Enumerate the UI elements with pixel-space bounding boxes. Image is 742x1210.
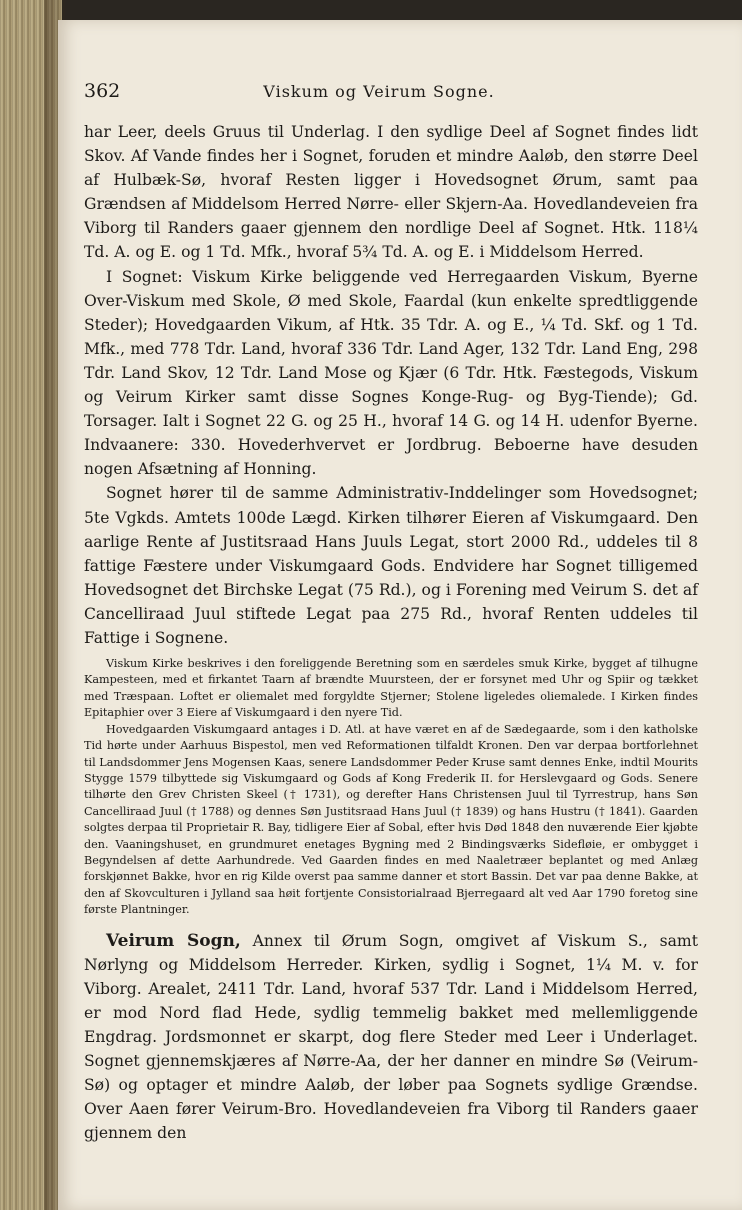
- note-manor: Hovedgaarden Viskumgaard antages i D. Atl. at have været en af de Sædegaarde, som i den katholske Tid hørte under Aarhuus Bispestol, men ved Reformationen tilfaldt Kronen. Den var derpaa bortforlehnet til Landsdommer Jens Mogensen Kaas, senere Landsdommer Peder Kruse samt dennes Enke, indtil Mourits Stygge 1579 tilbyttede sig Viskumgaard og Gods af Kong Frederik II. for Herslevgaard og Gods. Senere tilhørte den Grev Christen Skeel († 1731), og derefter Hans Christensen Juul til Tyrrestrup, hans Søn Cancelliraad Juul († 1788) og dennes Søn Justitsraad Hans Juul († 1839) og hans Hustru († 1841). Gaarden solgtes derpaa til Proprietair R. Bay, tidligere Eier af Sobal, efter hvis Død 1848 den nuværende Eier kjøbte den. Vaaningshuset, en grundmuret enetages Bygning med 2 Bindingsværks Sidefløie, er ombygget i Begyndelsen af dette Aarhundrede. Ved Gaarden findes en med Naaletræer beplantet og med Anlæg forskjønnet Bakke, hvor en rig Kilde overst paa samme danner et stort Bassin. Det var paa denne Bakke, at den af Skovculturen i Jylland saa høit fortjente Consistorialraad Bjerregaard alt ved Aar 1790 foretog sine første Plantninger.: [84, 722, 698, 917]
- paragraph-3: Sognet hører til de samme Administrativ-Inddelinger som Hovedsognet; 5te Vgkds. Amtets 100de Lægd. Kirken tilhører Eieren af Viskumgaard. Den aarlige Rente af Justitsraad Hans Juuls Legat, stort 2000 Rd., uddeles til 8 fattige Fæstere under Viskumgaard Gods. Endvidere har Sognet tilligemed Hovedsognet det Birchske Legat (75 Rd.), og i Forening med Veirum S. det af Cancelliraad Juul stiftede Legat paa 275 Rd., hvoraf Renten uddeles til Fattige i Sognene.: [84, 484, 698, 647]
- section-veirum: [84, 929, 698, 1146]
- running-title: Viskum og Veirum Sogne.: [263, 82, 495, 101]
- running-head: [84, 72, 674, 106]
- note-church: Viskum Kirke beskrives i den foreliggende Beretning som en særdeles smuk Kirke, bygget af tilhugne Kampesteen, med et firkantet Taarn af brændte Muursteen, der er forsynet med Uhr og Spiir og tækket med Træspaan. Loftet er oliemalet med forgyldte Stjerner; Stolene ligeledes oliemalede. I Kirken findes Epitaphier over 3 Eiere af Viskumgaard i den nyere Tid.: [84, 657, 698, 720]
- section-heading: Veirum Sogn,: [106, 930, 241, 951]
- page-number: 362: [84, 80, 121, 102]
- body-text: [84, 120, 698, 1145]
- paragraph-2: I Sognet: Viskum Kirke beliggende ved Herregaarden Viskum, Byerne Over-Viskum med Skole, Ø med Skole, Faardal (kun enkelte spredtliggende Steder); Hovedgaarden Vikum, af Htk. 35 Tdr. A. og E., ¼ Td. Skf. og 1 Td. Mfk., med 778 Tdr. Land, hvoraf 336 Tdr. Land Ager, 132 Tdr. Land Eng, 298 Tdr. Land Skov, 12 Tdr. Land Mose og Kjær (6 Tdr. Htk. Fæstegods, Viskum og Veirum Kirker samt disse Sognes Konge-Rug- og Byg-Tiende); Gd. Torsager. Ialt i Sognet 22 G. og 25 H., hvoraf 14 G. og 14 H. udenfor Byerne. Indvaanere: 330. Hovederhvervet er Jordbrug. Beboerne have desuden nogen Afsætning af Honning.: [84, 267, 698, 479]
- notes-block: [84, 656, 698, 919]
- section-text: Annex til Ørum Sogn, omgivet af Viskum S., samt Nørlyng og Middelsom Herreder. Kirken, sydlig i Sognet, 1¼ M. v. for Viborg. Arealet, 2411 Tdr. Land, hvoraf 537 Tdr. Land i Middelsom Herred, er mod Nord flad Hede, sydlig temmelig bakket med mellemliggende Engdrag. Jordsmonnet er skarpt, dog flere Steder med Leer i Underlaget. Sognet gjennemskjæres af Nørre-Aa, der her danner en mindre Sø (Veirum-Sø) og optager et mindre Aaløb, der løber paa Sognets sydlige Grændse. Over Aaen fører Veirum-Bro. Hovedlandeveien fra Viborg til Randers gaaer gjennem den: [84, 931, 698, 1143]
- paragraph-1: har Leer, deels Gruus til Underlag. I den sydlige Deel af Sognet findes lidt Skov. Af Vande findes her i Sognet, foruden et mindre Aaløb, den større Deel af Hulbæk-Sø, hvoraf Resten ligger i Hovedsognet Ørum, samt paa Grændsen af Middelsom Herred Nørre- eller Skjern-Aa. Hovedlandeveien fra Viborg til Randers gaaer gjennem den nordlige Deel af Sognet. Htk. 118¼ Td. A. og E. og 1 Td. Mfk., hvoraf 5¾ Td. A. og E. i Middelsom Herred.: [84, 123, 698, 262]
